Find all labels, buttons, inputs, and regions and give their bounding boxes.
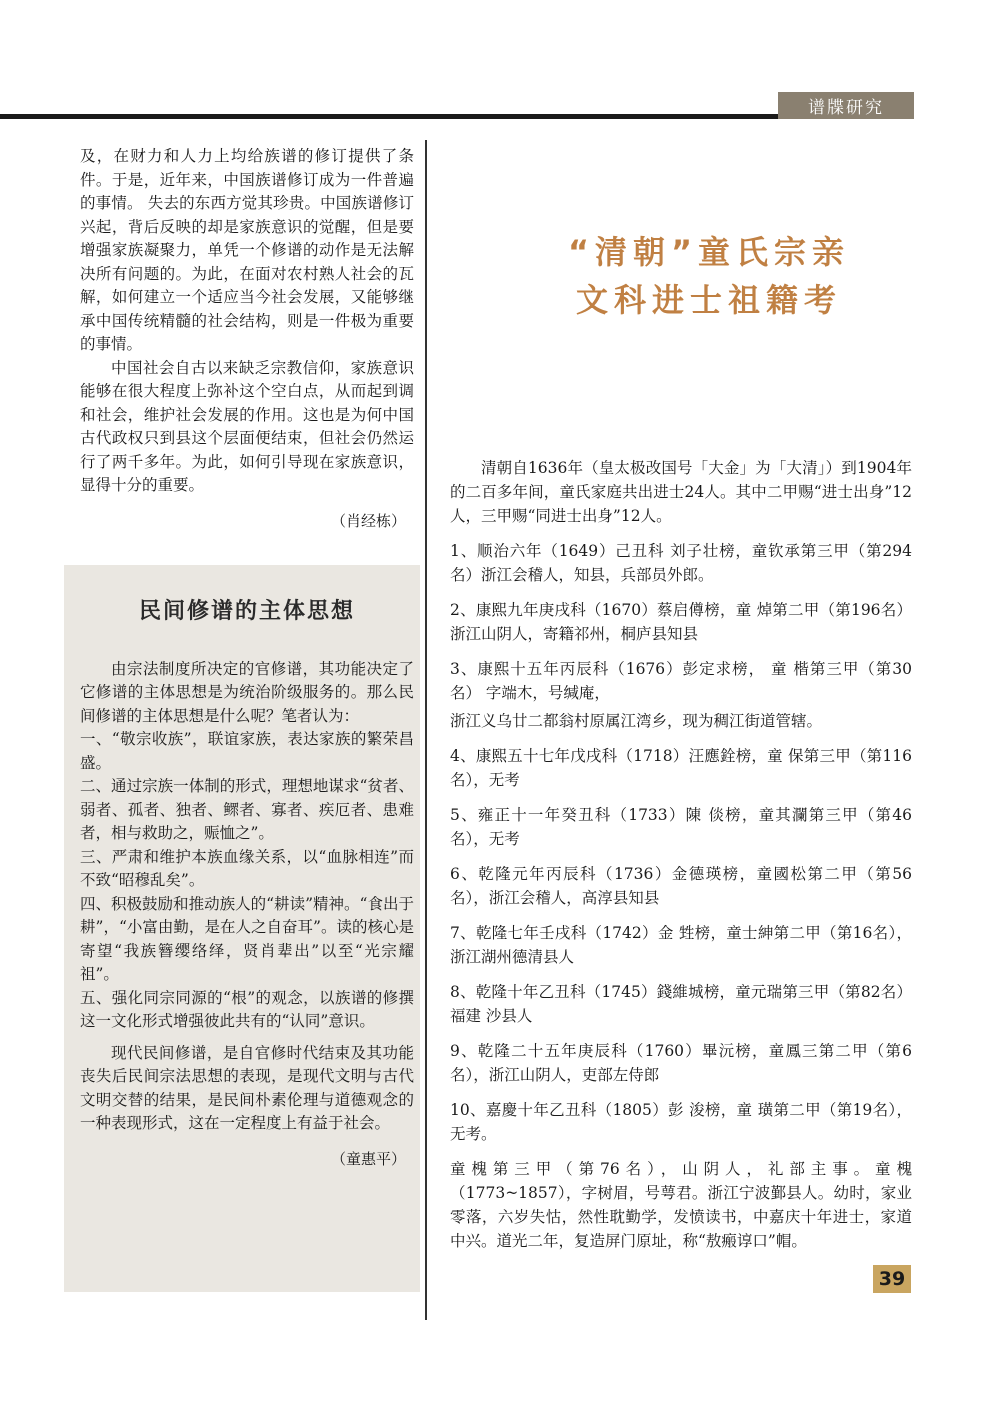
article-body	[450, 456, 912, 1264]
sidebar-item: 二、通过宗族一体制的形式，理想地谋求“贫者、弱者、孤者、独者、鳏者、寡者、疾厄者、患难者，相与救助之，赈恤之”。	[80, 777, 414, 842]
column-divider	[425, 140, 427, 1320]
article-intro: 清朝自1636年（皇太极改国号「大金」为「大清」）到1904年的二百多年间，童氏家庭共出进士24人。其中二甲赐“进士出身”12人，三甲赐“同进士出身”12人。	[450, 459, 912, 525]
biography-paragraph: 童槐第三甲（第76名），山阴人，礼部主事。童槐（1773~1857），字树眉，号萼君。浙江宁波鄞县人。幼时，家业零落，六岁失怙，然性耽勤学，发愤读书，中嘉庆十年进士，家道中兴。道光二年，复造屏门原址，称“敖瘢谆口”帽。	[450, 1160, 912, 1250]
list-item: 1、顺治六年（1649）己丑科 刘子壮榜，童钦承第三甲（第294名）浙江会稽人，知县，兵部员外郎。	[450, 542, 912, 584]
list-item: 3、康熙十五年丙辰科（1676）彭定求榜， 童 楷第三甲（第30名） 字端木，号缄庵，	[450, 660, 912, 702]
sidebar-signature: （童惠平）	[330, 1149, 406, 1168]
list-item: 7、乾隆七年壬戌科（1742）金 甡榜，童士紳第二甲（第16名），浙江湖州德清县人	[450, 924, 912, 966]
sidebar-item: 一、“敬宗收族”，联谊家族，表达家族的繁荣昌盛。	[80, 730, 414, 772]
sidebar-content	[80, 600, 414, 1171]
list-item: 4、康熙五十七年戊戌科（1718）汪應銓榜，童 保第三甲（第116名），无考	[450, 747, 912, 789]
paragraph: 中国社会自古以来缺乏宗教信仰，家族意识能够在很大程度上弥补这个空白点，从而起到调和社会，维护社会发展的作用。这也是为何中国古代政权只到县这个层面便结束，但社会仍然运行了两千多年。为此，如何引导现在家族意识，显得十分的重要。	[80, 358, 414, 494]
list-item: 6、乾隆元年丙辰科（1736）金德瑛榜，童國松第二甲（第56名），浙江会稽人，高淳县知县	[450, 865, 912, 907]
sidebar-item: 四、积极鼓励和推动族人的“耕读”精神。“食出于耕”，“小富由勤，是在人之自奋耳”。读的核心是寄望“我族簪缨络绎，贤肖辈出”以至“光宗耀祖”。	[80, 894, 414, 983]
left-column-text	[80, 145, 414, 533]
list-item: 8、乾隆十年乙丑科（1745）錢維城榜，童元瑞第三甲（第82名）福建 沙县人	[450, 983, 912, 1025]
sidebar-closing: 现代民间修谱，是自官修时代结束及其功能丧失后民间宗法思想的表现，是现代文明与古代文明交替的结果，是民间朴素伦理与道德观念的一种表现形式，这在一定程度上有益于社会。	[80, 1043, 414, 1132]
article-title-line: “清朝”童氏宗亲	[567, 233, 851, 271]
header-rule	[0, 114, 778, 119]
page-number: 39	[873, 1265, 911, 1293]
list-item: 5、雍正十一年癸丑科（1733）陳 倓榜，童其瀾第三甲（第46名），无考	[450, 806, 912, 848]
article-title-line: 文科进士祖籍考	[575, 281, 842, 319]
author-signature: （肖经栋）	[330, 511, 406, 530]
sidebar-intro: 由宗法制度所决定的官修谱，其功能决定了它修谱的主体思想是为统治阶级服务的。那么民间修谱的主体思想是什么呢？笔者认为：	[80, 659, 414, 725]
sidebar-item: 五、强化同宗同源的“根”的观念，以族谱的修撰这一文化形式增强彼此共有的“认同”意识。	[80, 988, 414, 1030]
sidebar-title: 民间修谱的主体思想	[138, 599, 355, 624]
sidebar-item: 三、严肃和维护本族血缘关系，以“血脉相连”而不致“昭穆乱矣”。	[80, 847, 414, 889]
list-item: 2、康熙九年庚戌科（1670）蔡启僔榜，童 焯第二甲（第196名）浙江山阴人，寄籍祁州，桐庐县知县	[450, 601, 912, 643]
list-item: 浙江义乌廿二都翁村原属江湾乡，现为稠江街道管辖。	[450, 712, 823, 730]
list-item: 9、乾隆二十五年庚辰科（1760）畢沅榜，童鳳三第二甲（第6名），浙江山阴人，吏部左侍郎	[450, 1042, 912, 1084]
paragraph: 及，在财力和人力上均给族谱的修订提供了条件。于是，近年来，中国族谱修订成为一件普遍的事情。 失去的东西方觉其珍贵。中国族谱修订兴起，背后反映的却是家族意识的觉醒，但是要增强家族凝聚力，单凭一个修谱的动作是无法解决所有问题的。为此，在面对农村熟人社会的瓦解，如何建立一个适应当今社会发展，又能够继承中国传统精髓的社会结构，则是一件极为重要的事情。	[80, 147, 414, 353]
section-label: 谱牒研究	[778, 92, 914, 119]
article-title	[440, 228, 978, 324]
list-item: 10、嘉慶十年乙丑科（1805）彭 浚榜，童 璜第二甲（第19名），无考。	[450, 1101, 912, 1143]
